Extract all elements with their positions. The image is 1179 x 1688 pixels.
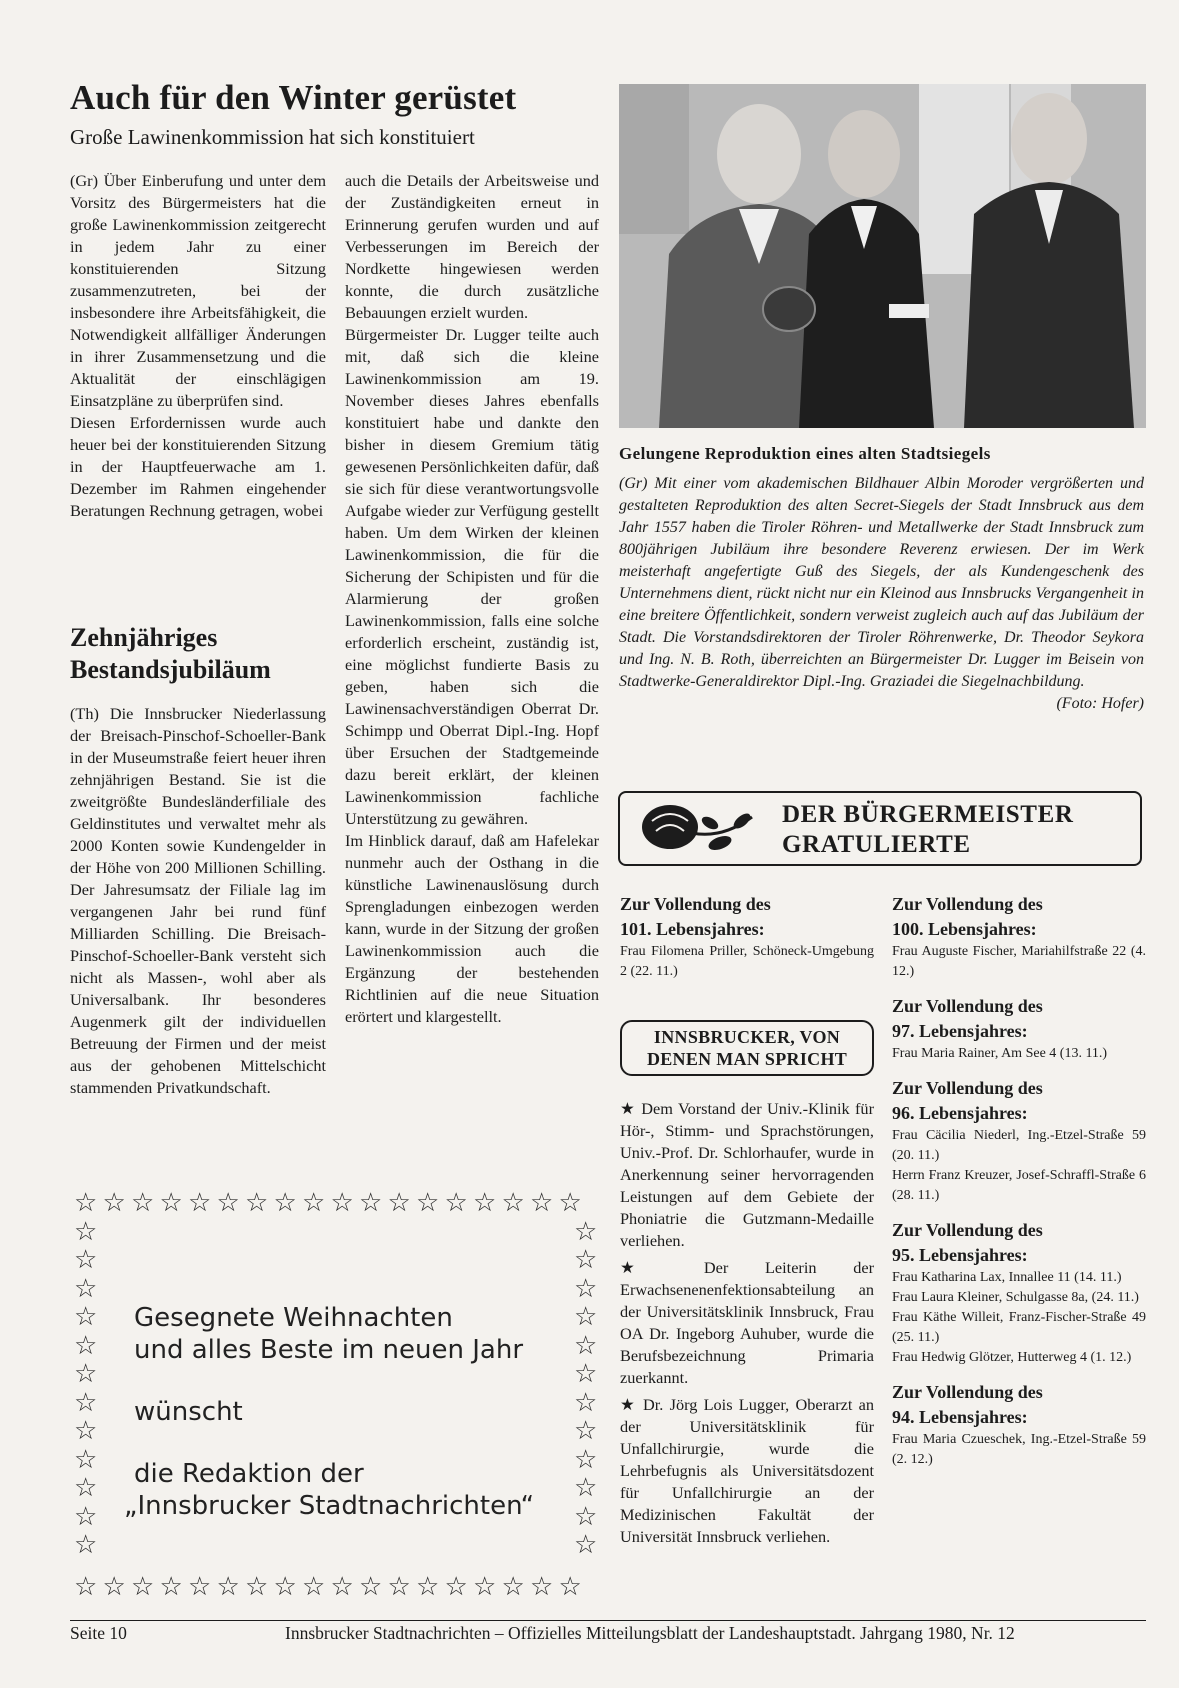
star-border-icon: ☆ [159,1188,183,1218]
star-border-icon: ☆ [273,1572,297,1602]
grat-group-101 [620,892,874,982]
grat-entry: Frau Katharina Lax, Innallee 11 (14. 11.) [892,1270,1122,1285]
spricht-item [620,1098,874,1252]
star-border-icon: ☆ [102,1572,126,1602]
grat-head: Zur Vollendung des [620,894,771,914]
star-border-icon: ☆ [102,1188,126,1218]
star-border-icon: ☆ [530,1572,554,1602]
star-border-icon: ☆ [74,1273,98,1304]
star-border-icon: ☆ [574,1302,598,1332]
grat-head: Zur Vollendung des [892,1382,1043,1402]
gratulierte-title-line1: DER BÜRGERMEISTER [782,801,1074,828]
star-border-icon: ☆ [330,1188,354,1218]
star-border-icon: ☆ [74,1473,98,1503]
star-border-icon: ☆ [131,1188,155,1218]
star-border-icon: ☆ [74,1359,98,1389]
gratulierte-title [782,800,1074,860]
star-border-icon: ☆ [74,1302,98,1332]
star-border-icon: ☆ [74,1387,98,1418]
star-border-icon: ☆ [216,1188,240,1218]
star-border-icon: ☆ [245,1572,269,1602]
grat-entry: Frau Filomena Priller, Schöneck-Umgebung 2 (22. 11.) [620,944,874,979]
star-border-icon: ☆ [74,1444,98,1475]
star-border-icon: ☆ [159,1572,183,1602]
spricht-item [620,1394,874,1548]
star-border-icon: ☆ [473,1572,497,1602]
grat-head: Zur Vollendung des [892,996,1043,1016]
gratulierte-header-box [618,791,1142,866]
photo-caption [619,473,1144,715]
footer-rule [70,1620,1146,1621]
star-border-icon: ☆ [574,1216,598,1247]
grat-head: Zur Vollendung des [892,894,1043,914]
grat-head-age: 96. Lebensjahres: [892,1103,1028,1123]
grat-group-96 [892,1076,1146,1206]
spricht-title-line1: INNSBRUCKER, VON [653,1027,841,1047]
photo-caption-text: (Gr) Mit einer vom akademischen Bildhauer Albin Moroder vergrößerten und gestalteten Reproduktion des alten Secret-Siegels der Stadt Innsbruck aus dem Jahr 1557 haben die Tiroler Röhren- und Metallwerke der Stadt Innsbruck zum 800jährigen Jubiläum ihre besondere Reverenz erwiesen. Der im Werk meisterhaft angefertigte Guß des Siegels, der als Kundengeschenk des Unternehmens dient, rückt nicht nur ein Kleinod aus Innsbrucks Vergangenheit in eine breitere Öffentlichkeit, sondern verweist zugleich auch auf das Jubiläum der Stadt. Die Vorstandsdirektoren der Tiroler Röhrenwerke, Dr. Theodor Seykora und Ing. N. B. Roth, überreichten an Bürgermeister Dr. Lugger im Beisein von Stadtwerke-Generaldirektor Dipl.-Ing. Graziadei die Siegelnachbildung. [619,475,1144,690]
article1-paragraph-2: Diesen Erfordernissen wurde auch heuer bei der konstituierenden Sitzung in der Hauptfeuerwache am 1. Dezember im Rahmen eingehender Beratungen Rechnung getragen, wobei [70,413,326,520]
star-bullet-icon: ★ [620,1395,637,1414]
grat-entry: Frau Hedwig Glötzer, Hutterweg 4 (1. 12.) [892,1350,1132,1365]
star-border-icon: ☆ [387,1188,411,1218]
article1-paragraph-1: (Gr) Über Einberufung und unter dem Vorsitz des Bürgermeisters hat die große Lawinenkommission zeitgerecht in jedem Jahr zu einer konstituierenden Sitzung zusammenzutreten, bei der insbesondere ihre Arbeitsfähigkeit, die Notwendigkeit allfälliger Änderungen in ihrer Zusammensetzung und die Aktualität der einschlägigen Einsatzpläne zu überprüfen sind. [70,171,326,410]
star-border-icon: ☆ [444,1572,468,1602]
star-bullet-icon: ★ [620,1258,668,1277]
grat-entry: Frau Cäcilia Niederl, Ing.-Etzel-Straße 59 (20. 11.) [892,1128,1146,1163]
spricht-item-text: Der Leiterin der Erwachsenenenfektionsabteilung an der Universitätsklinik Innsbruck, Frau OA Dr. Ingeborg Auhuber, wurde die Berufsbezeichnung Primaria zuerkannt. [620,1258,874,1387]
spricht-list [620,1098,874,1553]
footer-page-number: Seite 10 [70,1623,127,1643]
grat-head: Zur Vollendung des [892,1220,1043,1240]
grat-head-age: 95. Lebensjahres: [892,1245,1028,1265]
star-border-icon: ☆ [359,1572,383,1602]
article1-paragraph-5: Im Hinblick darauf, daß am Hafelekar nunmehr auch der Osthang in die künstliche Lawinenauslösung durch Sprengladungen einbezogen werden kann, wurde in der Sitzung der großen Lawinenkommission auch die Ergänzung der bestehenden Richtlinien auf die neue Situation erörtert und klargestellt. [345,831,599,1026]
star-border-icon: ☆ [74,1501,98,1532]
greeting-line-5: „Innsbrucker Stadtnachrichten“ [124,1491,535,1521]
star-border-icon: ☆ [74,1416,98,1446]
star-border-icon: ☆ [558,1188,582,1218]
star-border-icon: ☆ [188,1572,212,1602]
star-border-icon: ☆ [74,1330,98,1361]
greeting-line-4: die Redaktion der [134,1459,364,1489]
spricht-item-text: Dr. Jörg Lois Lugger, Oberarzt an der Universitätsklinik für Unfallchirurgie, wurde die Lehrbefugnis als Universitätsdozent für Unfallchirurgie an der Medizinischen Fakultät der Universität Innsbruck verliehen. [620,1395,874,1546]
article1-col1 [70,170,326,522]
star-border-icon: ☆ [574,1245,598,1275]
article1-paragraph-3: auch die Details der Arbeitsweise und der Zuständigkeiten erneut in Erinnerung gerufen wurden und auf Verbesserungen im Bereich der Nordkette hingewiesen werden konnte, die durch zusätzliche Bebauungen erzielt wurden. [345,171,599,322]
grat-right-column [892,892,1146,1470]
star-border-icon: ☆ [444,1188,468,1218]
greeting-line-3: wünscht [134,1397,243,1427]
grat-head-age: 97. Lebensjahres: [892,1021,1028,1041]
star-border-icon: ☆ [216,1572,240,1602]
spricht-header-box [620,1020,874,1076]
greeting-line-2: und alles Beste im neuen Jahr [134,1335,524,1365]
grat-entry: Herrn Franz Kreuzer, Josef-Schraffl-Straße 6 (28. 11.) [892,1168,1146,1203]
footer-publication: Innsbrucker Stadtnachrichten – Offizielles Mitteilungsblatt der Landeshauptstadt. Jahrgang 1980, Nr. 12 [285,1623,1015,1643]
grat-entry: Frau Auguste Fischer, Mariahilfstraße 22 (4. 12.) [892,944,1146,979]
star-border-icon: ☆ [574,1416,598,1446]
grat-group-94 [892,1380,1146,1470]
photo-stadtsiegel [619,84,1146,428]
grat-group-97 [892,994,1146,1064]
grat-entry: Frau Maria Rainer, Am See 4 (13. 11.) [892,1046,1108,1061]
grat-head-age: 94. Lebensjahres: [892,1407,1028,1427]
star-border-icon: ☆ [74,1530,98,1560]
star-bullet-icon: ★ [620,1099,636,1118]
star-border-icon: ☆ [387,1572,411,1602]
star-border-icon: ☆ [74,1188,98,1218]
grat-group-95 [892,1218,1146,1368]
subheadline-lawinenkommission: Große Lawinenkommission hat sich konstituiert [70,125,475,149]
star-border-icon: ☆ [416,1572,440,1602]
star-border-icon: ☆ [330,1572,354,1602]
star-border-icon: ☆ [302,1188,326,1218]
grat-head: Zur Vollendung des [892,1078,1043,1098]
star-border-icon: ☆ [131,1572,155,1602]
article2-text: (Th) Die Innsbrucker Niederlassung der Breisach-Pinschof-Schoeller-Bank in der Museumstraße feiert heuer ihren zehnjährigen Bestand. Sie ist die zweitgrößte Bundesländerfiliale des Geldinstitutes und verwaltet mehr als 2000 Konten sowie Kundengelder in der Höhe von 200 Millionen Schilling. Der Jahresumsatz der Filiale lag im vergangenen Jahr bei rund fünf Milliarden Schilling. Die Breisach-Pinschof-Schoeller-Bank versteht sich nicht als Massen-, wohl aber als Universalbank. Ihr besonderes Augenmerk gilt der individuellen Betreuung der Firmen und der meist aus der gehobenen Mittelschicht stammenden Privatkundschaft. [70,704,326,1097]
star-border-icon: ☆ [574,1359,598,1389]
christmas-greeting-box [74,1190,600,1600]
grat-entry: Frau Maria Czueschek, Ing.-Etzel-Straße 59 (2. 12.) [892,1432,1146,1467]
spricht-item-text: Dem Vorstand der Univ.-Klinik für Hör-, Stimm- und Sprachstörungen, Univ.-Prof. Dr. Schlorhaufer, wurde in Anerkennung seiner hervorragenden Leistungen auf dem Gebiete der Phoniatrie die Gutzmann-Medaille verliehen. [620,1099,874,1250]
star-border-icon: ☆ [302,1572,326,1602]
star-border-icon: ☆ [74,1572,98,1602]
spricht-item [620,1257,874,1389]
star-border-icon: ☆ [558,1572,582,1602]
grat-entry: Frau Laura Kleiner, Schulgasse 8a, (24. 11.) [892,1290,1139,1305]
star-border-icon: ☆ [416,1188,440,1218]
star-border-icon: ☆ [188,1188,212,1218]
grat-head-age: 100. Lebensjahres: [892,919,1037,939]
spricht-title-line2: DENEN MAN SPRICHT [646,1049,848,1069]
star-border-icon: ☆ [273,1188,297,1218]
star-border-icon: ☆ [530,1188,554,1218]
headline-bestandsjubilaeum: Zehnjähriges Bestandsjubiläum [70,623,271,684]
rose-icon [632,799,772,859]
star-border-icon: ☆ [501,1572,525,1602]
headline-winter: Auch für den Winter gerüstet [70,78,517,117]
grat-entry: Frau Käthe Willeit, Franz-Fischer-Straße 49 (25. 11.) [892,1310,1146,1345]
star-border-icon: ☆ [359,1188,383,1218]
star-border-icon: ☆ [245,1188,269,1218]
article1-col2 [345,170,599,1028]
grat-head-age: 101. Lebensjahres: [620,919,765,939]
grat-group-100 [892,892,1146,982]
star-border-icon: ☆ [574,1387,598,1418]
photo-illustration [619,84,1146,428]
star-border-icon: ☆ [574,1444,598,1475]
star-border-icon: ☆ [473,1188,497,1218]
greeting-line-1: Gesegnete Weihnachten [134,1303,453,1333]
photo-caption-title: Gelungene Reproduktion eines alten Stadtsiegels [619,444,991,463]
article1-paragraph-4: Bürgermeister Dr. Lugger teilte auch mit, daß sich die kleine Lawinenkommission am 19. November dieses Jahres ebenfalls konstituiert habe und dankte den bisher in diesem Gremium tätig gewesenen Persönlichkeiten dafür, daß sie sich für diese verantwortungsvolle Aufgabe wieder zur Verfügung gestellt haben. Um dem Wirken der kleinen Lawinenkommission, die für die Sicherung der Schipisten und für die Alarmierung der großen Lawinenkommission, falls eine solche erforderlich erscheint, zuständig ist, eine möglichst fundierte Basis zu geben, haben sich die Lawinensachverständigen Oberrat Dr. Schimpp und Oberrat Dipl.-Ing. Hopf über Ersuchen der Stadtgemeinde dazu bereit erklärt, der kleinen Lawinenkommission fachliche Unterstützung zu gewähren. [345,325,599,828]
star-border-icon: ☆ [74,1216,98,1247]
photo-credit: (Foto: Hofer) [1056,695,1144,712]
star-border-icon: ☆ [574,1273,598,1304]
star-border-icon: ☆ [574,1473,598,1503]
star-border-icon: ☆ [574,1330,598,1361]
star-border-icon: ☆ [501,1188,525,1218]
star-border-icon: ☆ [74,1245,98,1275]
star-border-icon: ☆ [574,1501,598,1532]
gratulierte-title-line2: GRATULIERTE [782,831,971,858]
star-border-icon: ☆ [574,1530,598,1560]
